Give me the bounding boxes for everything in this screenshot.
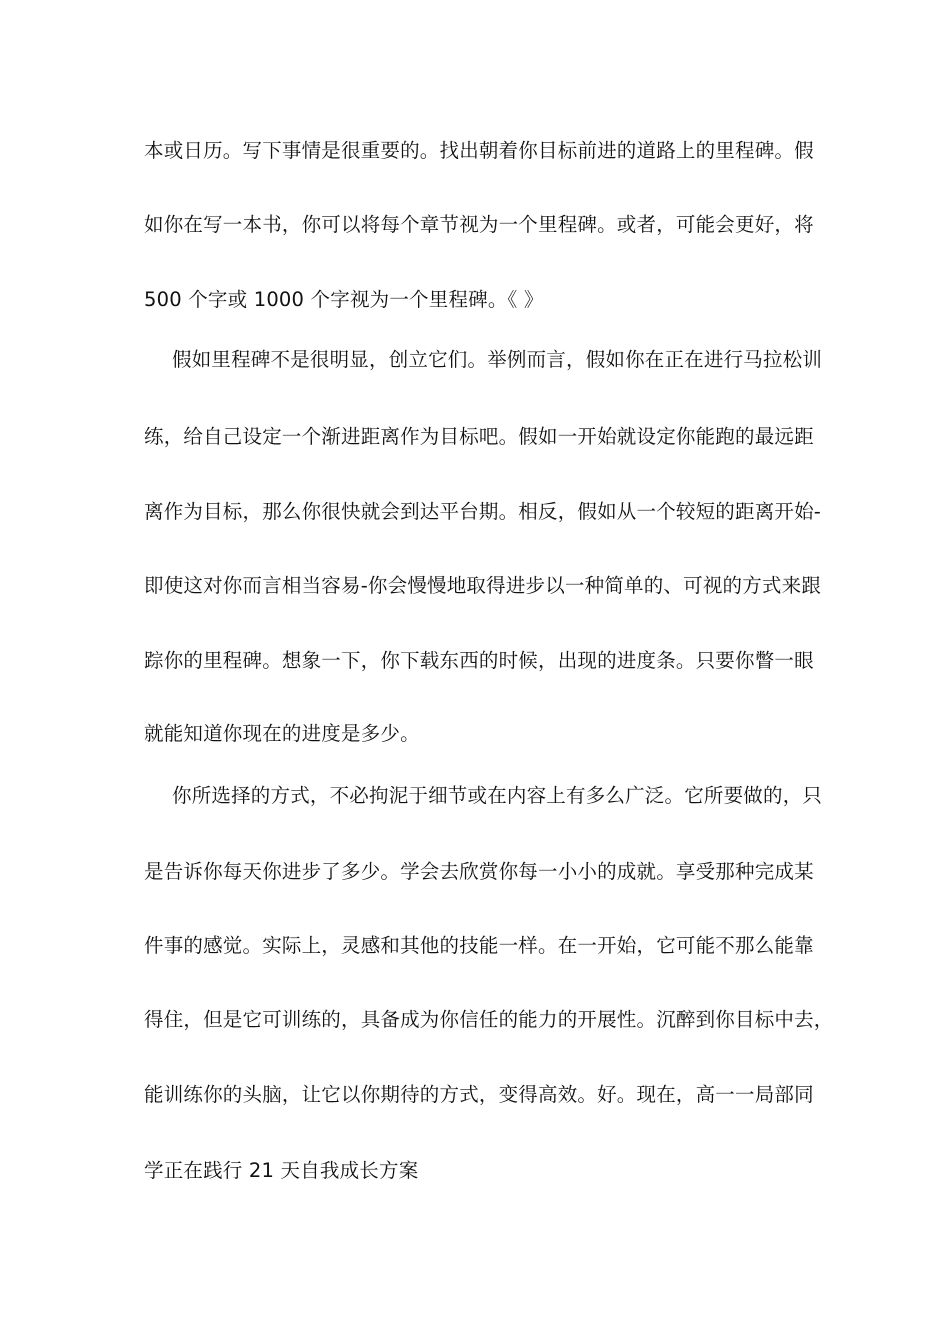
text-line: 能训练你的头脑，让它以你期待的方式，变得高效。好。现在，高一一局部同 (144, 1083, 814, 1106)
text-line: 练，给自己设定一个渐进距离作为目标吧。假如一开始就设定你能跑的最远距 (144, 425, 814, 448)
text-line: 是告诉你每天你进步了多少。学会去欣赏你每一小小的成就。享受那种完成某 (144, 860, 814, 883)
text-line: 踪你的里程碑。想象一下，你下载东西的时候，出现的进度条。只要你瞥一眼 (144, 649, 814, 672)
text-line: 500 个字或 1000 个字视为一个里程碑。《 》 (144, 288, 544, 311)
text-line: 学正在践行 21 天自我成长方案 (144, 1159, 419, 1182)
text-line: 你所选择的方式，不必拘泥于细节或在内容上有多么广泛。它所要做的，只 (172, 784, 823, 807)
text-line: 即使这对你而言相当容易-你会慢慢地取得进步以一种简单的、可视的方式来跟 (144, 574, 822, 597)
text-line: 如你在写一本书，你可以将每个章节视为一个里程碑。或者，可能会更好，将 (144, 213, 814, 236)
text-line: 离作为目标，那么你很快就会到达平台期。相反，假如从一个较短的距离开始- (144, 500, 822, 523)
text-line: 得住，但是它可训练的，具备成为你信任的能力的开展性。沉醉到你目标中去， (144, 1008, 834, 1031)
text-line: 就能知道你现在的进度是多少。 (144, 722, 420, 745)
text-line: 本或日历。写下事情是很重要的。找出朝着你目标前进的道路上的里程碑。假 (144, 139, 814, 162)
text-line: 假如里程碑不是很明显，创立它们。举例而言，假如你在正在进行马拉松训 (172, 348, 823, 371)
text-line: 件事的感觉。实际上，灵感和其他的技能一样。在一开始，它可能不那么能靠 (144, 934, 814, 957)
